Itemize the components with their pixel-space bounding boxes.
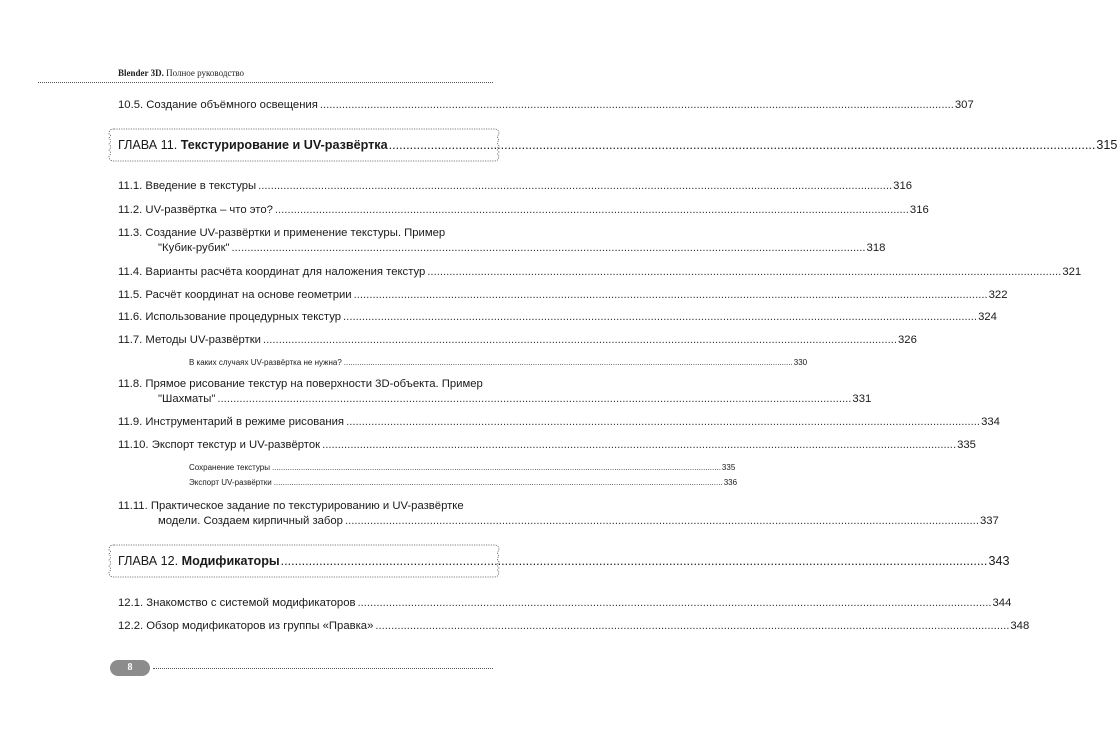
toc-page-number: 335 <box>957 439 976 451</box>
toc-entry-title-cont: "Шахматы" <box>158 393 216 405</box>
toc-entry-title: 11.4. Варианты расчёта координат для наложения текстур <box>118 266 426 278</box>
leader-dots: .......................................................................................................................................................................................................... <box>273 478 723 487</box>
toc-entry-title: 11.7. Методы UV-развёртки <box>118 334 261 346</box>
toc-entry-title: 11.1. Введение в текстуры <box>118 180 257 192</box>
toc-entry-11-11[interactable] <box>118 499 999 529</box>
toc-entry-title: 11.11. Практическое задание по текстурированию и UV-развёртке <box>118 500 464 512</box>
toc-entry-title: Экспорт UV-развёртки <box>189 478 272 487</box>
toc-entry-title: 10.5. Создание объёмного освещения <box>118 99 318 111</box>
chapter-page-number: 315 <box>1096 138 1117 152</box>
toc-entry-title: Сохранение текстуры <box>189 463 270 472</box>
leader-dots: .......................................................................................................................................................................................................... <box>319 99 954 111</box>
running-header <box>118 68 244 78</box>
toc-page-number: 337 <box>979 515 999 527</box>
toc-entry-11-5[interactable] <box>118 288 1008 303</box>
book-subtitle: Полное руководство <box>163 68 245 78</box>
toc-entry-title: 12.2. Обзор модификаторов из группы «Правка» <box>118 620 374 632</box>
toc-entry-11-9[interactable] <box>118 415 1000 430</box>
toc-page-number: 330 <box>793 358 808 367</box>
toc-page-number: 335 <box>721 463 736 472</box>
toc-entry-11-3[interactable] <box>118 226 886 256</box>
chapter-prefix: ГЛАВА 11. <box>118 138 181 152</box>
toc-page-number: 348 <box>1010 620 1030 632</box>
toc-subentry-no-uv[interactable] <box>189 358 808 368</box>
leader-dots: .......................................................................................................................................................................................................... <box>427 266 1062 278</box>
leader-dots: .......................................................................................................................................................................................................... <box>388 138 1096 152</box>
toc-page-number: 336 <box>723 478 738 487</box>
toc-entry-title: 11.10. Экспорт текстур и UV-развёрток <box>118 439 321 451</box>
toc-entry-11-4[interactable] <box>118 265 1082 280</box>
toc-entry-title: В каких случаях UV-развёртка не нужна? <box>189 358 342 367</box>
leader-dots: .......................................................................................................................................................................................................... <box>344 515 979 527</box>
leader-dots: .......................................................................................................................................................................................................... <box>271 463 721 472</box>
leader-dots: .......................................................................................................................................................................................................... <box>274 204 909 216</box>
toc-page-number: 318 <box>866 242 886 254</box>
toc-entry-11-7[interactable] <box>118 333 917 348</box>
toc-entry-11-6[interactable] <box>118 310 997 325</box>
leader-dots: .......................................................................................................................................................................................................... <box>280 554 988 568</box>
leader-dots: .......................................................................................................................................................................................................... <box>263 334 898 346</box>
leader-dots: .......................................................................................................................................................................................................... <box>375 620 1010 632</box>
leader-dots: .......................................................................................................................................................................................................... <box>231 242 866 254</box>
toc-entry-11-10[interactable] <box>118 438 976 453</box>
toc-page-number: 307 <box>954 99 974 111</box>
leader-dots: .......................................................................................................................................................................................................... <box>346 416 981 428</box>
leader-dots: .......................................................................................................................................................................................................... <box>343 311 978 323</box>
leader-dots: .......................................................................................................................................................................................................... <box>357 597 992 609</box>
leader-dots: .......................................................................................................................................................................................................... <box>258 180 893 192</box>
toc-entry-title: 11.8. Прямое рисование текстур на поверхности 3D-объекта. Пример <box>118 378 483 390</box>
chapter-page-number: 343 <box>988 554 1010 568</box>
toc-entry-10-5[interactable] <box>118 98 974 113</box>
book-title: Blender 3D. <box>118 68 164 78</box>
toc-entry-title: 11.9. Инструментарий в режиме рисования <box>118 416 345 428</box>
toc-page-number: 322 <box>988 289 1008 301</box>
page-number-badge: 8 <box>110 660 150 676</box>
toc-page-number: 331 <box>852 393 872 405</box>
toc-entry-12-1[interactable] <box>118 596 1012 611</box>
toc-entry-title: 11.3. Создание UV-развёртки и применение текстуры. Пример <box>118 227 446 239</box>
toc-entry-title: 11.2. UV-развёртка – что это? <box>118 204 273 216</box>
toc-page-number: 321 <box>1062 266 1082 278</box>
toc-page-number: 316 <box>909 204 929 216</box>
leader-dots: .......................................................................................................................................................................................................... <box>322 439 957 451</box>
chapter-prefix: ГЛАВА 12. <box>118 554 182 568</box>
toc-page-number: 334 <box>981 416 1000 428</box>
toc-subentry-export-uv[interactable] <box>189 478 738 488</box>
toc-entry-11-8[interactable] <box>118 377 872 407</box>
footer-dotted-rule <box>153 668 493 669</box>
chapter-title: Текстурирование и UV-развёртка <box>180 138 388 152</box>
leader-dots: .......................................................................................................................................................................................................... <box>217 393 852 405</box>
toc-entry-11-2[interactable] <box>118 203 929 218</box>
chapter-title: Модификаторы <box>181 554 280 568</box>
toc-entry-title: 11.6. Использование процедурных текстур <box>118 311 342 323</box>
toc-page-number: 326 <box>898 334 917 346</box>
chapter-12-heading[interactable] <box>108 544 1010 578</box>
toc-entry-12-2[interactable] <box>118 619 1030 634</box>
toc-page-number: 344 <box>992 597 1012 609</box>
toc-entry-title: 12.1. Знакомство с системой модификаторов <box>118 597 356 609</box>
leader-dots: .......................................................................................................................................................................................................... <box>343 358 793 367</box>
toc-entry-11-1[interactable] <box>118 179 913 194</box>
toc-entry-title: 11.5. Расчёт координат на основе геометрии <box>118 289 352 301</box>
header-dotted-rule <box>38 82 493 83</box>
toc-entry-title-cont: "Кубик-рубик" <box>158 242 230 254</box>
toc-page-number: 324 <box>978 311 997 323</box>
toc-subentry-save-texture[interactable] <box>189 463 736 473</box>
chapter-11-heading[interactable] <box>108 128 1117 162</box>
leader-dots: .......................................................................................................................................................................................................... <box>353 289 988 301</box>
toc-entry-title-cont: модели. Создаем кирпичный забор <box>158 515 343 527</box>
toc-page-number: 316 <box>893 180 913 192</box>
